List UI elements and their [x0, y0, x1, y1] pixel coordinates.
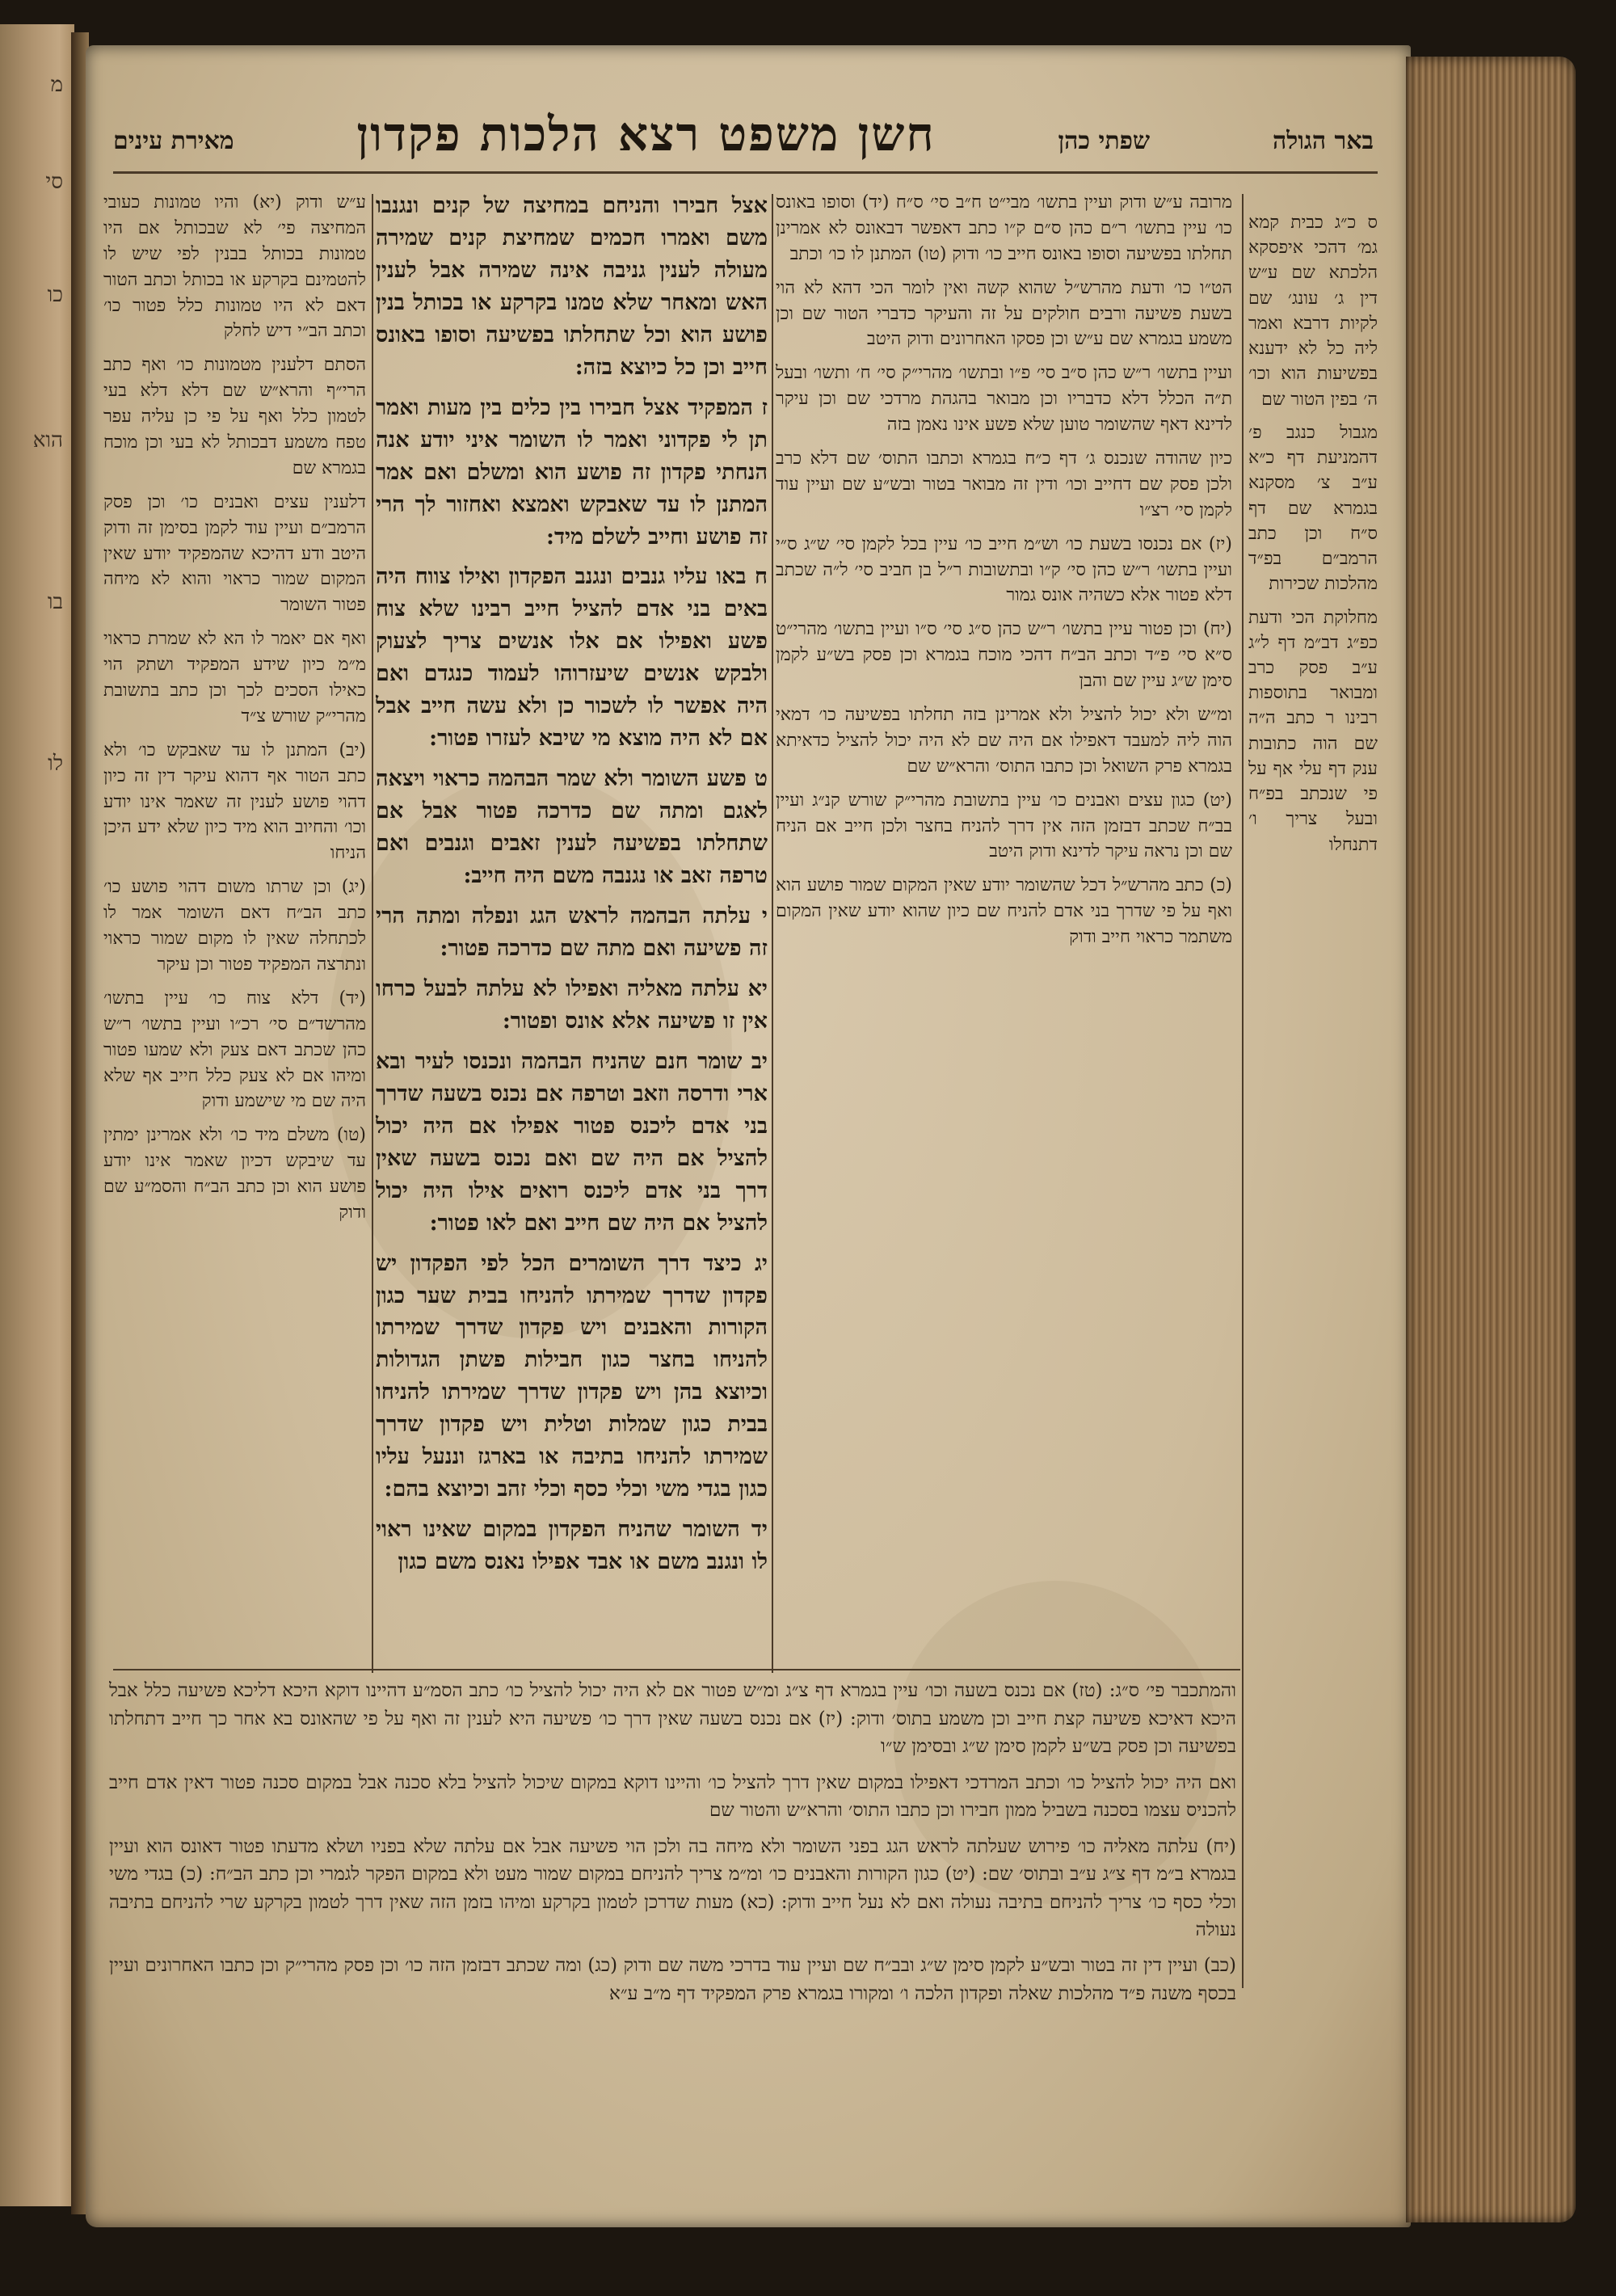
left-commentary-paragraph: (יג) וכן שרתו משום דהוי פושע כו׳ כתב הב״ח דאם השומר אמר לו לכתחלה שאין לו מקום שמור כראוי ונתרצה המפקיד פטור וכן עיקר: [103, 877, 366, 975]
left-commentary-paragraph: (יב) המתנן לו עד שאבקש כו׳ ולא כתב הטור אף דהוא עיקר דין זה כיון דהוי פושע לענין זה שאמר אינו יודע וכו׳ והחיוב הוא מיד כיון שלא ידע היכן הניחו: [103, 739, 366, 864]
bottom-note-paragraph: והמתכבר פי׳ ס״ג: (טז) אם נכנס בשעה וכו׳ עיין בגמרא דף צ״ג ומ״ש פטור אם לא היה יכול להציל כו׳ כתב הסמ״ע דהיינו דוקא היכא דליכא פשיעה כלל אבל היכא דאיכא פשיעה קצת חייב וכן משמע בתוס׳ ודוק: (יז) אם נכנס בשעה שאין דרך כו׳ פשיעה היא לענין זה ואף על פי שהאונס בא אחר כך חייב דתחלתו בפשיעה וכן פסק בש״ע לקמן סימן ש״ג ובסימן ש״ו: [109, 1680, 1236, 1757]
margin-note: ס כ״ג כבית קמא גמ׳ דהכי איפסקא הלכתא שם ע״ש דין ג׳ עונג׳ שם לקיות דרבא ואמר ליה כל לא ידענא בפשיעות הוא וכו׳ ה׳ בפין הטור שם: [1248, 213, 1378, 410]
left-page-fragment: מ: [50, 73, 63, 97]
bottom-note-paragraph: ואם היה יכול להציל כו׳ וכתב המרדכי דאפילו במקום שאין דרך להציל כו׳ והיינו דוקא במקום שיכול להציל בלא סכנה אבל במקום סכנה פטור דאין אדם חייב להכניס עצמו בסכנה בשביל ממון חבירו וכן כתבו התוס׳ והרא״ש והטור שם: [109, 1772, 1236, 1821]
main-text-paragraph: יא עלתה מאליה ואפילו לא עלתה לבעל כרחו אין זו פשיעה אלא אונס ופטור:: [376, 975, 768, 1034]
main-text-paragraph: יג כיצד דרך השומרים הכל לפי הפקדון יש פקדון שדרך שמירתו להניחו בבית שער כגון הקורות והאבנים ויש פקדון שדרך שמירתו להניחו בחצר כגון חבילות פשתן הגדולות וכיוצא בהן ויש פקדון שדרך שמירתו להניחו בבית כגון שמלות וטלית ויש פקדון שדרך שמירתו להניחו בתיבה או בארגז וננעל עליו כגון בגדי משי וכלי כסף וכלי זהב וכיוצא בהם:: [376, 1250, 768, 1502]
commentary-paragraph: (יח) וכן פטור עיין בתשו׳ ר״ש כהן ס״ג סי׳ ס״ו ועיין בתשו׳ מהרי״ט ס״א סי׳ פ״ד וכתב הב״ח דהכי מוכח בגמרא וכן פסק בש״ע לקמן סימן ש״ג עיין שם והבן: [776, 619, 1232, 692]
main-text-paragraph: ז המפקיד אצל חבירו בין כלים בין מעות ואמר תן לי פקדוני ואמר לו השומר איני יודע אנה הנחתי פקדון זה פושע הוא ומשלם ואם אמר המתנן לו עד שאבקש ואמצא ואחזור לך הרי זה פושע וחייב לשלם מיד:: [376, 394, 768, 550]
bottom-note-paragraph: (יח) עלתה מאליה כו׳ פירוש שעלתה לראש הגג בפני השומר ולא מיחה בה ולכן הוי פשיעה אבל אם עלתה שלא בפניו ושלא מדעתו פטור דאונס הוא ועיין בגמרא ב״מ דף צ״ג ע״ב ובתוס׳ שם: (יט) כגון הקורות והאבנים כו׳ ומ״מ צריך להניחם במקום שמור מעט ולא במקום הפקר לגמרי וכן כתב הב״ח: (כ) בגדי משי וכלי כסף כו׳ צריך להניחם בתיבה נעולה ואם לא נעל חייב ודוק: (כא) מעות שדרכן לטמון בקרקע ומיהו בזמן הזה שאין דרך לטמון בקרקע שרי להניחם בתיבה נעולה: [109, 1835, 1236, 1940]
left-commentary-paragraph: דלענין עצים ואבנים כו׳ וכן פסק הרמב״ם ועיין עוד לקמן בסימן זה ודוק היטב ודע דהיכא שהמפקיד יודע שאין המקום שמור כראוי והוא לא מיחה פטור השומר: [103, 491, 366, 616]
commentary-paragraph: ועיין בתשו׳ ר״ש כהן ס״ב סי׳ פ״ו ובתשו׳ מהרי״ק סי׳ ח׳ ותשו׳ ובעל ת״ה הכלל דלא כדבריו וכן מבואר בהגהת מרדכי שם וכן עיקר לדינא דאף שהשומר טוען שלא פשע אינו נאמן בזה: [776, 363, 1232, 436]
left-commentary-paragraph: הסתם דלענין מטמונות כו׳ ואף כתב הרי״ף והרא״ש שם דלא דלא בעי לטמון כלל ואף על פי כן עליה עפר טפח משמע דבכותל לא בעי וכן מוכח בגמרא שם: [103, 355, 366, 478]
commentary-paragraph: (יז) אם נכנסו בשעת כו׳ וש״מ חייב כו׳ עיין בכל לקמן סי׳ ש״ג ס״י ועיין בתשו׳ ר״ש כהן סי׳ ק״ו ובתשובות ר״ל בן חביב סי׳ ל״ה שכתב דלא פטור אלא כשהיה אונס גמור: [776, 533, 1232, 606]
commentary-paragraph: (כ) כתב מהרש״ל דכל שהשומר יודע שאין המקום שמור פושע הוא ואף על פי שדרך בני אדם להניח שם כיון שהוא יודע שאין המקום משתמר כראוי חייב ודוק: [776, 875, 1232, 948]
commentary-paragraph: כיון שהודה שנכנס ג׳ דף כ״ח בגמרא וכתבו התוס׳ שם דלא כרב ולכן פסק שם דחייב וכו׳ ודין זה מבואר בטור ובש״ע שם ועיין עוד לקמן סי׳ רצ״ו: [776, 449, 1232, 520]
left-commentary-column: [103, 190, 366, 1693]
commentary-paragraph: (יט) כגון עצים ואבנים כו׳ עיין בתשובת מהרי״ק שורש קנ״ג ועיין בב״ח שכתב דבזמן הזה אין דרך להניח בחצר ולכן חייב אם הניח שם וכן נראה עיקר לדינא ודוק היטב: [776, 790, 1232, 862]
main-text-column: [376, 190, 768, 1653]
bottom-note-paragraph: (כב) ועיין דין זה בטור ובש״ע לקמן סימן ש״ג ובב״ח שם ועיין עוד בדרכי משה שם ודוק (כג) ומה שכתב דבזמן הזה כו׳ וכן פסק מהרי״ק וכן כתבו האחרונים ועיין בכסף משנה פ״ד מהלכות שאלה ופקדון הלכה ו׳ ומקורו בגמרא פרק המפקיד דף מ״ב ע״א: [109, 1955, 1236, 2004]
left-commentary-paragraph: ע״ש ודוק (יא) והיו טמונות כעובי המחיצה פי׳ לא שבכותל אם היו טמונות בכותל בבנין לפי שיש לו להטמינם בקרקע או בכותל וכתב הטור דאם לא היו טמונות כלל פטור כו׳ וכתב הב״י דיש לחלק: [103, 192, 366, 342]
left-commentary-paragraph: (יד) דלא צוח כו׳ עיין בתשו׳ מהרשד״ם סי׳ רכ״ו ועיין בתשו׳ ר״ש כהן שכתב דאם צעק ולא שמעו פטור ומיהו אם לא צעק כלל חייב אף שלא היה שם מי שישמע ודוק: [103, 988, 366, 1112]
column-rule: [372, 194, 373, 1673]
bottom-notes: [109, 1677, 1236, 1944]
left-page-fragment: הוא: [32, 428, 63, 453]
left-commentary-paragraph: ואף אם יאמר לו הא לא שמרת כראוי מ״מ כיון שידע המפקיד ושתק הוי כאילו הסכים לכך וכן כתב בתשובת מהרי״ק שורש צ״ד: [103, 629, 366, 727]
main-text-paragraph: י עלתה הבהמה לראש הגג ונפלה ומתה הרי זה פשיעה ואם מתה שם כדרכה פטור:: [376, 904, 768, 961]
column-rule: [772, 194, 773, 1673]
adjacent-page-edge: [0, 24, 74, 2206]
left-commentary-paragraph: (טו) משלם מיד כו׳ ולא אמרינן ימתין עד שיבקש דכיון שאמר אינו יודע פושע הוא וכן כתב הב״ח והסמ״ע שם ודוק: [103, 1125, 366, 1223]
running-head-commentary-label: שפתי כהן: [1058, 127, 1151, 155]
commentary-paragraph: מרובה ע״ש ודוק ועיין בתשו׳ מבי״ט ח״ב סי׳ ס״ח (יד) וסופו באונס כו׳ עיין בתשו׳ ר״ם כהן ס״ם ק״ו כתב דאפשר דבאונס לא אמרינן תחלתו בפשיעה וסופו באונס חייב כו׳ ודוק (טו) המתנן לו כו׳ וכתב: [776, 192, 1232, 264]
margin-note: מחלוקת הכי ודעת כפ״ג דב״מ דף ל״ג ע״ב פסק כרב ומבואר בתוספות רבינו ר כתב ה״ה שם הוה כתובות ענק דף עלי אף על פי שנכתב בפ״ח ובעל צריך ו׳ דתנחלו: [1248, 607, 1378, 855]
running-head-left-label: מאירת עינים: [113, 127, 234, 155]
commentary-paragraph: הט״ו כו׳ ודעת מהרש״ל שהוא קשה ואין לומר הכי דהא לא הוי בשעת פשיעה ורבים חולקים על זה והעיקר כדברי הטור שם וכן משמע בגמרא שם ע״ש וכן פסקו האחרונים ודוק היטב: [776, 277, 1232, 350]
left-page-fragment: בו: [47, 590, 63, 614]
main-text-paragraph: אצל חבירו והניחם במחיצה של קנים ונגנבו משם ואמרו חכמים שמחיצת קנים שמירה מעולה לענין גניבה אינה שמירה אבל לענין האש ומאחר שלא טמנו בקרקע או בכותל בנין פושע הוא וכל שתחלתו בפשיעה וסופו באונס חייב וכן כל כיוצא בזה:: [376, 193, 768, 380]
left-page-fragment: סי: [45, 170, 63, 194]
main-text-paragraph: יד השומר שהניח הפקדון במקום שאינו ראוי לו ונגנב משם או אבד אפילו נאנס משם כגון: [376, 1517, 768, 1575]
bottom-notes-footer: [109, 1952, 1236, 2033]
page-title: חשן משפט רצא הלכות פקדון: [356, 107, 936, 162]
main-text-paragraph: יב שומר חנם שהניח הבהמה ונכנסו לעיר ובא ארי ודרסה וזאב וטרפה אם נכנס בשעה שדרך בני אדם ליכנס פטור אפילו אם היה יכול להציל אם היה שם ואם נכנס בשעה שאין דרך בני אדם ליכנס רואים אילו היה יכול להציל אם היה שם חייב ואם לאו פטור:: [376, 1048, 768, 1236]
main-text-paragraph: ח באו עליו גנבים ונגנב הפקדון ואילו צווח היה באים בני אדם להציל חייב רבינו שלא צוח פשע ואפילו אם אלו אנשים צריך לצעוק ולבקש אנשים שיעזרוהו לעמוד כנגדם ואם היה אפשר לו לשכור כן ולא עשה חייב אבל אם לא היה מוצא מי שיבא לעזרו פטור:: [376, 564, 768, 752]
commentary-paragraph: ומ״ש ולא יכול להציל ולא אמרינן בזה תחלתו בפשיעה כו׳ דמאי הוה ליה למעבד דאפילו אם היה שם לא היה יכול להציל כדאיתא בגמרא פרק השואל וכן כתבו התוס׳ והרא״ש שם: [776, 705, 1232, 777]
page-fore-edge: [1406, 57, 1576, 2222]
left-page-fragment: לו: [48, 752, 63, 776]
running-head-right-label: באר הגולה: [1272, 127, 1374, 155]
column-rule: [1242, 194, 1244, 1988]
header-rule: [113, 171, 1378, 174]
margin-notes-column: [1248, 210, 1378, 1988]
main-text-paragraph: ט פשע השומר ולא שמר הבהמה כראוי ויצאה לאגם ומתה שם כדרכה פטור אבל אם שתחלתו בפשיעה לענין זאבים וגנבים ואם טרפה זאב או נגנבה משם היה חייב:: [376, 766, 768, 889]
commentary-column: [776, 190, 1232, 1548]
left-page-fragment: כו: [47, 283, 63, 307]
running-head: [113, 97, 1374, 162]
margin-note: מגבול כנגב פ׳ דהמניעת דף כ״א ע״ב צ׳ מסקנא בגמרא שם דף ס״ח וכן כתב הרמב״ם בפ״ד מהלכות שכירות: [1248, 422, 1378, 595]
